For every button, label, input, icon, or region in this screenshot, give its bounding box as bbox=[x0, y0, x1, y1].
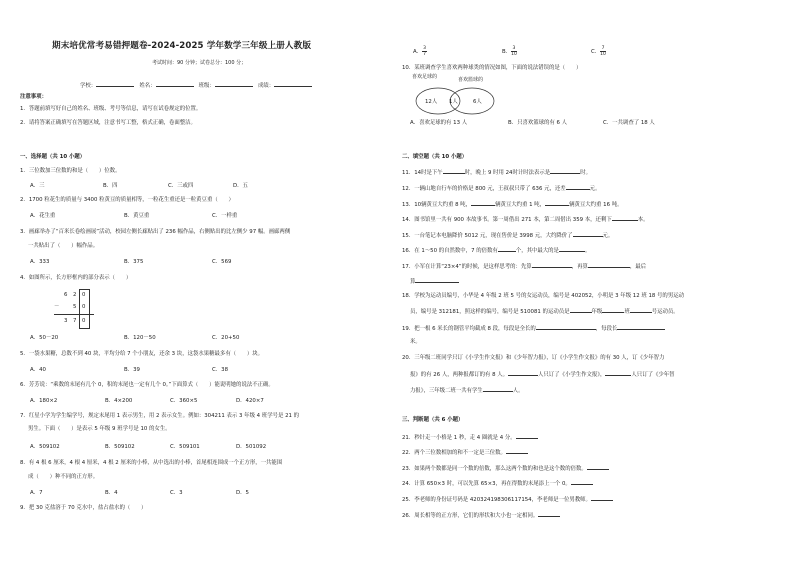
question-11 bbox=[402, 167, 591, 177]
q13-text: 13．10辆黄豆大约重 8 吨， bbox=[402, 202, 472, 208]
q17-blank-2[interactable] bbox=[588, 261, 630, 268]
question-20-cont bbox=[410, 369, 675, 379]
q12-text: 12．一辆山地自行车的价格是 800 元，王叔叔只带了 636 元，还差 bbox=[402, 186, 566, 192]
frac-numerator: 3 bbox=[423, 46, 426, 51]
q5-option-b[interactable]: B．39 bbox=[124, 367, 140, 373]
q4-figure bbox=[54, 287, 118, 329]
q4-option-c[interactable]: C．20+50 bbox=[212, 335, 240, 341]
question-2: 2．1700 粒花生的质量与 3400 粒黄豆的质量相等，一粒花生重还是一粒黄豆重（ ） bbox=[20, 197, 234, 203]
section-fill-title: 二、填空题（共 10 小题） bbox=[402, 154, 468, 160]
q9-option-a-label: A． bbox=[413, 49, 423, 55]
q20-text: 报》的有 26 人，两种报都订的有 8 人。 bbox=[410, 372, 509, 378]
venn-right-count: 6人 bbox=[473, 99, 482, 105]
q21-blank[interactable] bbox=[516, 432, 538, 439]
name-label: 姓名： bbox=[139, 83, 156, 89]
q19-blank-2[interactable] bbox=[617, 323, 665, 330]
q18-text: 号运动员。 bbox=[651, 309, 679, 315]
q16-text: 个，其中最大的是 bbox=[515, 248, 559, 254]
school-label: 学校： bbox=[80, 83, 97, 89]
q11-text: 11．14时是下午 bbox=[402, 170, 443, 176]
q19-blank-1[interactable] bbox=[536, 323, 596, 330]
q25-text: 25．李老师的身份证号码是 420324198306117154，李老师是一位男教师。 bbox=[402, 497, 591, 503]
fig-digit: 0 bbox=[82, 292, 86, 298]
q15-text: 15．一台笔记本电脑降价 5012 元，现在售价是 3998 元，大约降价了 bbox=[402, 233, 573, 239]
frac-numerator: 7 bbox=[601, 46, 605, 51]
question-17 bbox=[402, 261, 646, 271]
q15-text: 元。 bbox=[602, 233, 614, 239]
q11-text: 时，晚上 9 时用 24时计时法表示是 bbox=[464, 170, 551, 176]
q10-option-b[interactable]: B．只喜欢篮球的有 6 人 bbox=[508, 120, 568, 126]
question-3: 3．画廊举办了“百米长卷绘画展”活动，校园左侧长廊贴出了 236 幅作品，右侧贴出的比左侧少 97 幅。画廊两侧 bbox=[20, 229, 291, 235]
fig-digit: 3 bbox=[64, 318, 68, 324]
q16-blank-2[interactable] bbox=[559, 245, 585, 252]
question-20: 20．三年级二班同学只订《小学生作文报》和《少年智力报》，订《小学生作文报》的有 30 人，订《少年智力 bbox=[402, 355, 665, 361]
question-17-cont bbox=[410, 276, 459, 286]
q2-option-a[interactable]: A．花生重 bbox=[30, 213, 56, 219]
fig-digit: 5 bbox=[73, 304, 77, 310]
q24-blank[interactable] bbox=[571, 478, 593, 485]
notes-header: 注意事项： bbox=[20, 94, 47, 100]
q23-blank[interactable] bbox=[587, 463, 609, 470]
q17-text: 17．小军在计算“23×4”的时候，是这样思考的：先算 bbox=[402, 264, 532, 270]
class-field[interactable] bbox=[215, 80, 253, 87]
q26-blank[interactable] bbox=[538, 510, 560, 517]
question-6: 6．芳芳说：“乘数的末尾有几个 0，积的末尾也一定有几个 0。”下面算式（ ）能说明她的说法不正确。 bbox=[20, 382, 274, 388]
question-22 bbox=[402, 447, 528, 457]
question-23 bbox=[402, 463, 609, 473]
q21-text: 21．秒针走一小格是 1 秒，走 4 圈就是 4 分。 bbox=[402, 435, 516, 441]
q4-options bbox=[30, 334, 239, 342]
q13-text: 辆黄豆大约重 1 吨， bbox=[495, 202, 546, 208]
page-title: 期末培优常考易错押题卷-2024-2025 学年数学三年级上册人教版 bbox=[52, 41, 312, 51]
q4-option-b[interactable]: B．120－50 bbox=[124, 335, 156, 341]
q8-option-c[interactable]: C．3 bbox=[170, 490, 183, 496]
q20-text: 人只订了《少年智 bbox=[631, 372, 675, 378]
q7-option-b[interactable]: B．509102 bbox=[105, 444, 135, 450]
question-19 bbox=[402, 323, 665, 333]
q6-options bbox=[30, 397, 264, 405]
q1-option-d[interactable]: D．五 bbox=[233, 183, 248, 189]
fig-digit: 7 bbox=[73, 318, 77, 324]
q7-option-c[interactable]: C．509101 bbox=[170, 444, 200, 450]
q17-text: ，再算 bbox=[571, 264, 588, 270]
q6-option-b[interactable]: B．4×200 bbox=[105, 398, 133, 404]
venn-diagram bbox=[410, 72, 520, 117]
q22-blank[interactable] bbox=[506, 447, 528, 454]
section-choice-title: 一、选择题（共 10 小题） bbox=[20, 154, 86, 160]
note-1: 1．答题前填写好自己的姓名、班级、考号等信息，请写在试卷规定的位置。 bbox=[20, 106, 202, 112]
name-field[interactable] bbox=[156, 80, 194, 87]
fig-digit: 6 bbox=[64, 292, 68, 298]
q19-text: ，每段长 bbox=[595, 326, 618, 332]
question-13 bbox=[402, 199, 623, 209]
question-12 bbox=[402, 183, 600, 193]
frac-numerator: 3 bbox=[512, 46, 516, 51]
q5-option-c[interactable]: C．38 bbox=[212, 367, 229, 373]
q14-blank[interactable] bbox=[612, 214, 638, 221]
q6-option-a[interactable]: A．180×2 bbox=[30, 398, 58, 404]
venn-right-label: 喜欢篮球的 bbox=[458, 77, 484, 83]
q19-text: 19．把一根 6 米长的钢管平均截成 8 段，每段是全长的 bbox=[402, 326, 536, 332]
q12-text: 元。 bbox=[589, 186, 601, 192]
fig-digit: 0 bbox=[82, 304, 86, 310]
question-8: 8．有 4 根 6 厘米，4 根 4 厘米，4 根 2 厘米的小棒，从中选出的小棒，首尾相连围成一个正方形，一共能围 bbox=[20, 460, 283, 466]
q6-option-d[interactable]: D．420×7 bbox=[236, 398, 264, 404]
q1-options bbox=[30, 182, 248, 190]
q13-blank-1[interactable] bbox=[471, 199, 495, 206]
note-2: 2．请将答案正确填写在答题区域，注意书写工整，格式正确，卷面整洁。 bbox=[20, 120, 196, 126]
exam-info: 考试时间：90 分钟；试卷总分：100 分； bbox=[152, 60, 247, 66]
venn-mid-count: 1人 bbox=[449, 99, 458, 105]
q1-option-c[interactable]: C．三或四 bbox=[168, 183, 194, 189]
question-20-cont2 bbox=[410, 385, 524, 395]
question-7-cont: 男生。下面（ ）是表示 5 年级 9 班学号是 10 的女生。 bbox=[28, 426, 171, 432]
q11-text: 时。 bbox=[580, 170, 591, 176]
q15-blank[interactable] bbox=[573, 230, 603, 237]
frac-denominator: 10 bbox=[511, 52, 517, 57]
q9-option-b-label: B． bbox=[502, 49, 512, 55]
q20-text: 人。 bbox=[512, 388, 524, 394]
q10-options bbox=[410, 119, 655, 127]
score-field[interactable] bbox=[274, 80, 312, 87]
question-15 bbox=[402, 230, 613, 240]
q26-text: 26．周长相等的正方形，它们的形状和大小也一定相同。 bbox=[402, 513, 539, 519]
fig-digit: 2 bbox=[73, 292, 77, 298]
q8-option-a[interactable]: A．7 bbox=[30, 490, 43, 496]
fig-digit: 0 bbox=[82, 318, 86, 324]
q3-option-a[interactable]: A．333 bbox=[30, 259, 50, 265]
q14-text: 本。 bbox=[637, 217, 649, 223]
venn-left-count: 12人 bbox=[425, 99, 438, 105]
q1-option-a[interactable]: A．三 bbox=[30, 183, 45, 189]
question-1: 1．三位数加三位数的和是（ ）位数。 bbox=[20, 168, 121, 174]
fig-operator: － bbox=[54, 304, 60, 310]
q11-blank-1[interactable] bbox=[443, 167, 465, 174]
frac-denominator: 7 bbox=[423, 52, 426, 57]
q2-options bbox=[30, 212, 237, 220]
q17-text: ，最后 bbox=[629, 264, 647, 270]
section-judge-title: 三、判断题（共 6 小题） bbox=[402, 417, 464, 423]
q1-option-b[interactable]: B．四 bbox=[103, 183, 118, 189]
q3-option-b[interactable]: B．375 bbox=[124, 259, 144, 265]
q5-option-a[interactable]: A．40 bbox=[30, 367, 46, 373]
q18-blank-2[interactable] bbox=[602, 306, 624, 313]
frac-denominator: 10 bbox=[600, 52, 606, 57]
question-18: 18．学校为运动员编号，小华是 4 年级 2 班 5 号的女运动员，编号是 402052，小明是 3 年级 12 班 18 号的男运动 bbox=[402, 293, 684, 299]
q6-option-c[interactable]: C．360×5 bbox=[170, 398, 198, 404]
q9-option-a[interactable] bbox=[413, 46, 427, 57]
q25-blank[interactable] bbox=[591, 494, 613, 501]
q13-blank-2[interactable] bbox=[545, 199, 569, 206]
q14-text: 14．图书馆里一共有 900 本故事书。第一周借出 271 本，第二周借出 359 本，还剩下 bbox=[402, 217, 612, 223]
q18-text: 年级 bbox=[591, 309, 603, 315]
school-field[interactable] bbox=[96, 80, 134, 87]
q16-blank-1[interactable] bbox=[498, 245, 516, 252]
q8-option-b[interactable]: B．4 bbox=[105, 490, 118, 496]
q18-blank-3[interactable] bbox=[630, 306, 652, 313]
info-fields bbox=[80, 80, 312, 90]
q10-option-c[interactable]: C．一共调查了 18 人 bbox=[603, 120, 655, 126]
q20-blank-2[interactable] bbox=[605, 369, 631, 376]
q24-text: 24．计算 650×3 时，可以先算 65×3，再在得数的末尾添上一个 0。 bbox=[402, 481, 571, 487]
q8-option-d[interactable]: D．5 bbox=[236, 490, 249, 496]
q18-text: 班 bbox=[624, 309, 630, 315]
q17-blank-1[interactable] bbox=[532, 261, 572, 268]
q22-text: 22．两个三位数相加的和不一定是三位数。 bbox=[402, 450, 506, 456]
q12-blank[interactable] bbox=[566, 183, 590, 190]
question-19-cont: 米。 bbox=[410, 339, 421, 345]
q20-text: 人只订了《小学生作文报》， bbox=[538, 372, 606, 378]
q10-option-a[interactable]: A．喜欢足球的有 13 人 bbox=[410, 120, 468, 126]
q3-options bbox=[30, 258, 231, 266]
q7-option-d[interactable]: D．501092 bbox=[236, 444, 267, 450]
q17-blank-3[interactable] bbox=[415, 276, 459, 283]
q16-text: 。 bbox=[584, 248, 591, 254]
q2-option-b[interactable]: B．黄豆重 bbox=[124, 213, 150, 219]
q7-option-a[interactable]: A．509102 bbox=[30, 444, 60, 450]
question-5: 5．一袋水果糖，总数不到 40 块，平均分给 7 个小朋友，还余 3 块，这袋水果糖最多有（ ）块。 bbox=[20, 351, 264, 357]
question-25 bbox=[402, 494, 613, 504]
q2-option-c[interactable]: C．一样重 bbox=[212, 213, 238, 219]
q9-option-c-label: C． bbox=[591, 49, 601, 55]
q3-option-c[interactable]: C．569 bbox=[212, 259, 232, 265]
question-10: 10．某班调查学生喜欢两种球类的情况如图，下面的说法错误的是（ ） bbox=[402, 65, 582, 71]
question-7: 7．红星小学为学生编学号，规定末尾用 1 表示男生，用 2 表示女生。例如：304211 表示 3 年级 4 班学号是 21 的 bbox=[20, 413, 300, 419]
question-16 bbox=[402, 245, 590, 255]
q17-text: 算 bbox=[410, 279, 416, 285]
q8-options bbox=[30, 489, 249, 497]
q11-blank-2[interactable] bbox=[550, 167, 580, 174]
q4-option-a[interactable]: A．50－20 bbox=[30, 335, 59, 341]
q7-options bbox=[30, 443, 266, 451]
q9-option-c[interactable] bbox=[591, 46, 606, 57]
question-8-cont: 成（ ）种不同的正方形。 bbox=[28, 474, 99, 480]
question-21 bbox=[402, 432, 538, 442]
question-24 bbox=[402, 478, 593, 488]
question-3-cont: 一共贴出了（ ）幅作品。 bbox=[28, 243, 99, 249]
q18-text: 员，编号是 312181，照这样的编号，编号是 510081 的运动员是 bbox=[410, 309, 570, 315]
question-26 bbox=[402, 510, 560, 520]
q13-text: 辆黄豆大约重 16 吨。 bbox=[569, 202, 623, 208]
q20-blank-1[interactable] bbox=[508, 369, 538, 376]
question-4: 4．如图所示，长方形框内的部分表示（ ） bbox=[20, 275, 132, 281]
question-14 bbox=[402, 214, 649, 224]
q9-option-b[interactable] bbox=[502, 46, 517, 57]
q20-blank-3[interactable] bbox=[483, 385, 513, 392]
q16-text: 16．在 1～50 的自然数中，7 的倍数有 bbox=[402, 248, 498, 254]
score-label: 成绩： bbox=[257, 83, 275, 89]
question-9: 9．把 30 克盐溶于 70 克水中，盐占盐水的（ ） bbox=[20, 505, 147, 511]
question-18-cont bbox=[410, 306, 679, 316]
right-column bbox=[397, 0, 794, 562]
venn-left-label: 喜欢足球的 bbox=[412, 74, 438, 80]
q18-blank-1[interactable] bbox=[570, 306, 592, 313]
fig-rectangle-frame bbox=[79, 289, 90, 329]
q5-options bbox=[30, 366, 228, 374]
q23-text: 23．如果两个数都是同一个数的倍数，那么这两个数的和也是这个数的倍数。 bbox=[402, 466, 587, 472]
q20-text: 力报》，三年级二班一共有学生 bbox=[410, 388, 483, 394]
class-label: 班级： bbox=[198, 83, 215, 89]
